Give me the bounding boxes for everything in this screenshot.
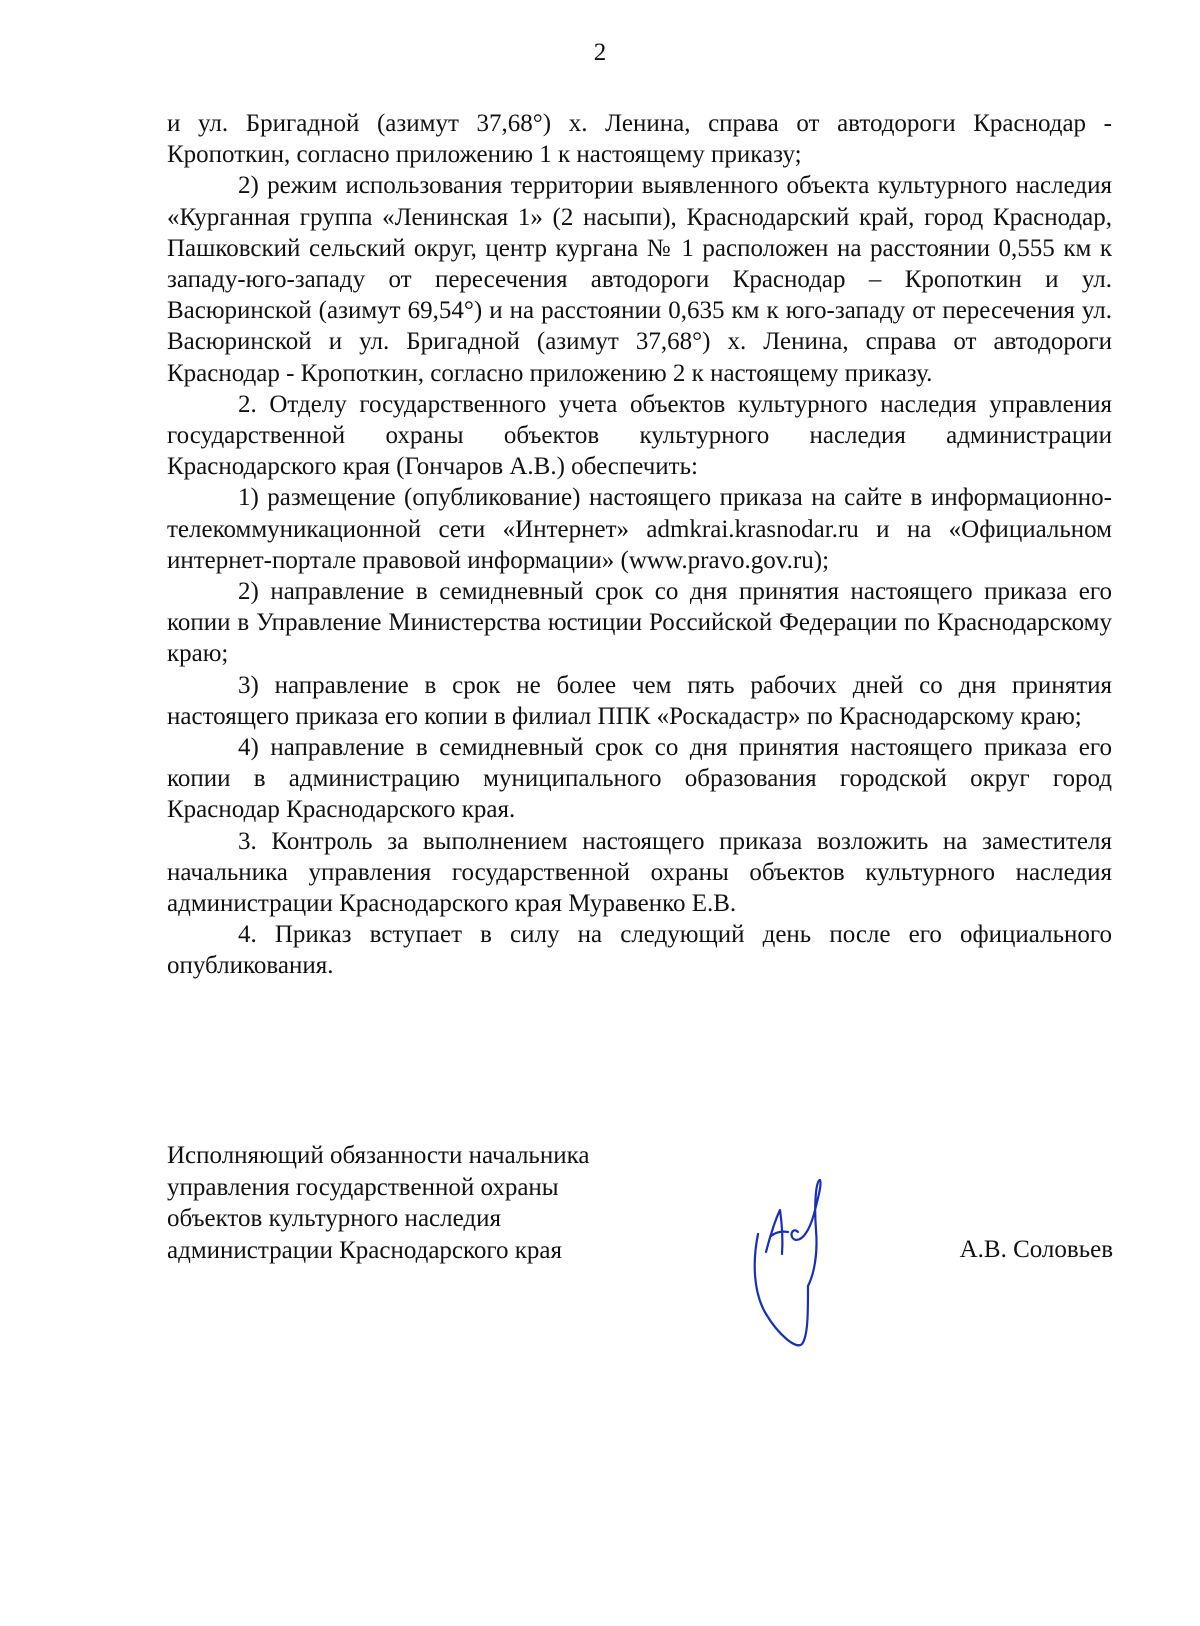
signer-position-line: объектов культурного наследия [167,1205,501,1232]
signature-stroke [792,1180,821,1286]
paragraph-clause-3: 3. Контроль за выполнением настоящего приказа возложить на заместителя начальника управления государственной охраны объектов культурного наследия администрации Краснодарского края Муравенко Е.В. [167,827,1112,918]
paragraph-clause-2: 2. Отделу государственного учета объектов культурного наследия управления государственной охраны объектов культурного наследия администрации Краснодарского края (Гончаров А.В.) обеспечить: [167,390,1112,481]
paragraph-item-2-ministry: 2) направление в семидневный срок со дня принятия настоящего приказа его копии в Управление Министерства юстиции Российской Федерации по Краснодарскому краю; [167,578,1112,668]
signer-position [167,1140,667,1266]
paragraph-clause-4: 4. Приказ вступает в силу на следующий день после его официального опубликования. [167,921,1112,980]
signer-position-line: управления государственной охраны [167,1173,559,1201]
paragraph-item-3-roskadastr: 3) направление в срок не более чем пять рабочих дней со дня принятия настоящего приказа его копии в филиал ППК «Роскадастр» по Краснодарскому краю; [167,671,1112,730]
handwritten-signature [752,1174,872,1354]
signature-stroke [766,1210,788,1254]
document-body [167,108,1112,982]
paragraph-item-4-administration: 4) направление в семидневный срок со дня принятия настоящего приказа его копии в администрацию муниципального образования городской округ город Краснодар Краснодарского края. [167,734,1112,824]
signer-position-line: Исполняющий обязанности начальника [167,1142,590,1169]
signer-name: А.В. Соловьев [959,1236,1113,1263]
page-number: 2 [593,39,607,66]
paragraph-item-2-regime: 2) режим использования территории выявленного объекта культурного наследия «Курганная группа «Ленинская 1» (2 насыпи), Краснодарский край, город Краснодар, Пашковский сельский округ, центр кургана № 1 расположен на расстоянии 0,555 км к западу-юго-западу от пересечения автодороги Краснодар – Кропоткин и ул. Васюринской (азимут 69,54°) и на расстоянии 0,635 км к юго-западу от пересечения ул. Васюринской и ул. Бригадной (азимут 37,68°) х. Ленина, справа от автодороги Краснодар - Кропоткин, согласно приложению 2 к настоящему приказу. [167,172,1112,387]
signer-position-line: администрации Краснодарского края [167,1236,563,1264]
paragraph-item-1-publication: 1) размещение (опубликование) настоящего приказа на сайте в информационно-телекоммуникационной сети «Интернет» admkrai.krasnodar.ru и на «Официальном интернет-портале правовой информации» (www.pravo.gov.ru); [167,484,1112,574]
paragraph-continuation: и ул. Бригадной (азимут 37,68°) х. Ленина, справа от автодороги Краснодар - Кропоткин, согласно приложению 1 к настоящему приказу; [167,110,1112,169]
